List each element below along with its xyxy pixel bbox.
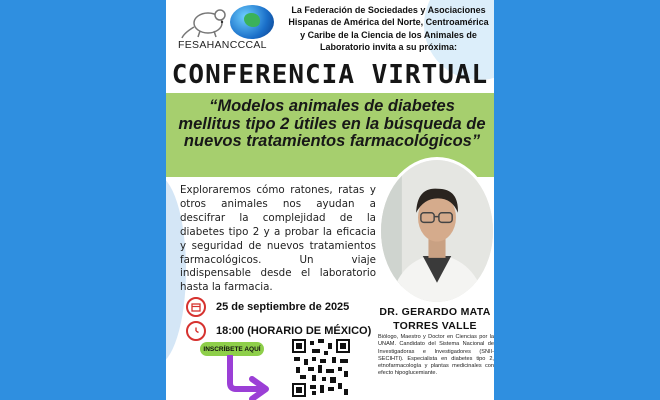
talk-title: “Modelos animales de diabetes mellitus tipo 2 útiles en la búsqueda de nuevos tratamientos farmacológicos” bbox=[178, 97, 486, 150]
event-time: 18:00 (HORARIO DE MÉXICO) bbox=[216, 325, 372, 337]
mouse-logo bbox=[180, 5, 230, 39]
conference-poster bbox=[166, 0, 494, 400]
event-time-row bbox=[186, 321, 371, 341]
speaker-photo bbox=[378, 157, 494, 305]
arrow-icon bbox=[222, 355, 272, 400]
header-intro: La Federación de Sociedades y Asociaciones Hispanas de América del Norte, Centroamérica y Caribe de la Ciencia de los Animales de Laboratorio invita a su próxima: bbox=[288, 5, 489, 53]
logo-text: FESAHANCCCAL bbox=[178, 39, 267, 51]
event-date: 25 de septiembre de 2025 bbox=[216, 301, 350, 313]
conference-title: CONFERENCIA VIRTUAL bbox=[171, 60, 489, 90]
event-date-row bbox=[186, 297, 349, 317]
globe-logo bbox=[230, 5, 274, 39]
speaker-name-line2: TORRES VALLE bbox=[393, 319, 477, 332]
register-button[interactable]: INSCRÍBETE AQUÍ bbox=[200, 342, 264, 356]
clock-icon bbox=[186, 321, 206, 341]
fesahanccal-logo bbox=[172, 3, 280, 53]
calendar-icon bbox=[186, 297, 206, 317]
speaker-name bbox=[376, 306, 494, 333]
qr-code[interactable] bbox=[292, 339, 350, 397]
speaker-bio: Biólogo, Maestro y Doctor en Ciencias por la UNAM. Candidato del Sistema Nacional de Investigadoras e Investigadores (SNII-SECIHTI). Especialista en diabetes tipo 2, etnofarmacología y plantas medicinales con efecto hipoglucemiante. bbox=[378, 334, 494, 377]
speaker-name-line1: DR. GERARDO MATA bbox=[379, 306, 491, 318]
talk-description: Exploraremos cómo ratones, ratas y otros animales nos ayudan a descifrar la complejidad de la diabetes tipo 2 y a probar la eficacia y seguridad de nuevos tratamientos farmacológicos. Un viaje indispensable desde el laboratorio hasta la farmacia. bbox=[180, 184, 376, 294]
